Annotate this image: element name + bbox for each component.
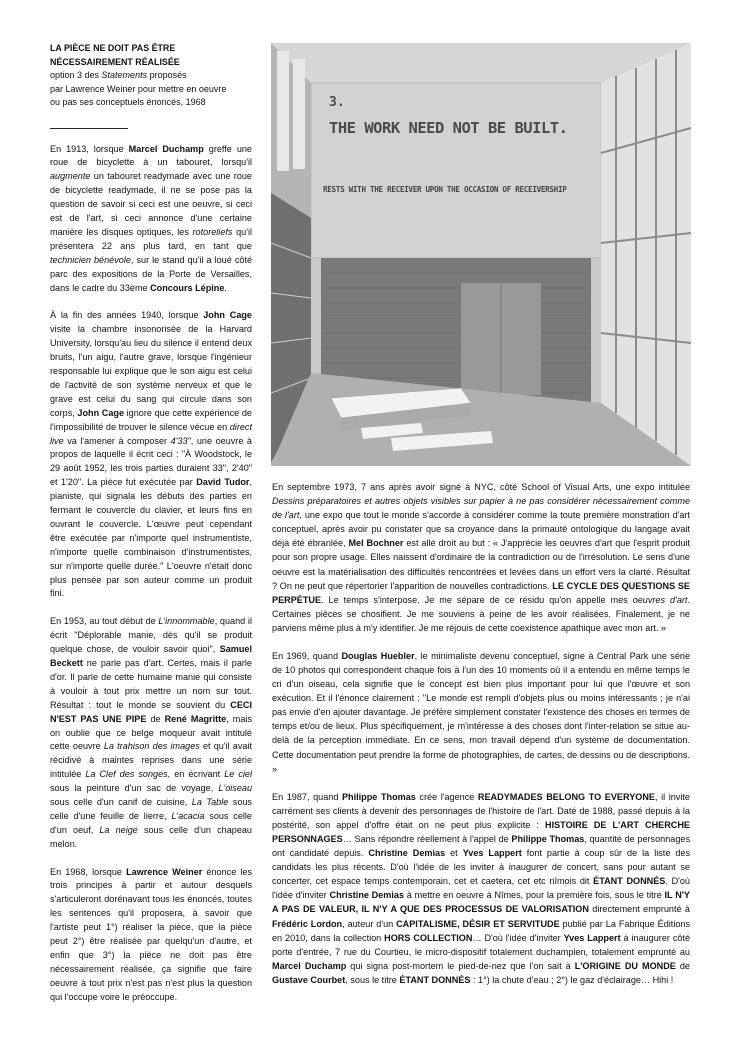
text-run: un tabouret readymade avec une roue de bicyclette readymade, il ne se pose pas la question de savoir si ceci est une oeuvre, si ceci est de l'art, si ceci annonce d'une certaine manière les disques optiques, les bbox=[50, 171, 252, 237]
text-run: En septembre 1973, 7 ans après avoir signé à NYC, côté School of Visual Arts, une expo intitulée bbox=[272, 482, 690, 492]
text-run: sous celle d'un chapeau melon. bbox=[50, 824, 252, 849]
bold-text: David Tudor bbox=[196, 477, 250, 488]
text-run: , pianiste, qui signala les débuts des parties en fermant le couvercle du clavier, et leurs fins en ouvrant le couvercle. L'œuvre peut cependant être exécutée par n'importe quel instrumentiste, n'importe quelle combinaison d'instrumentistes, sur n'importe quelle durée." L'oeuvre n'était donc plus pensée par son auteur comme un produit fini. bbox=[50, 477, 252, 599]
bold-text: Frédéric Lordon bbox=[272, 918, 343, 929]
bold-text: LE CYCLE DES QUESTIONS SE PERPÉTUE bbox=[272, 580, 690, 605]
bold-text: Samuel Beckett bbox=[50, 644, 252, 668]
italic-text: augmente bbox=[50, 171, 91, 182]
wall-number: 3. bbox=[329, 95, 345, 110]
bold-text: John Cage bbox=[77, 407, 125, 418]
italic-text: Le ciel bbox=[224, 769, 252, 780]
text-run: publié par La Fabrique Éditions en 2010, dans la collection bbox=[272, 918, 690, 943]
paragraph-beckett bbox=[50, 615, 252, 851]
text-run: de bbox=[675, 960, 690, 971]
text-run: En 1913, lorsque bbox=[50, 143, 129, 154]
italic-text: L'oiseau bbox=[218, 783, 252, 794]
text-run: , il invite carrément ses clients à devenir des personnages de l'histoire de l'art. Daté de 1988, passé depuis à la postérité, son appel d'offre était on ne peut plus explicite : bbox=[272, 791, 690, 830]
bold-text: Mel Bochner bbox=[348, 538, 404, 549]
text-run: . Le temps s'interpose. Je me sépare de ce résidu qu'on appelle mes bbox=[321, 594, 633, 605]
bold-text: ÉTANT DONNÉS bbox=[593, 876, 666, 887]
text-run: , quantité de personnages ont candidaté depuis. bbox=[272, 833, 690, 859]
text-run: sous la peinture d'un sac de voyage, bbox=[50, 783, 219, 794]
paragraph-duchamp bbox=[50, 143, 252, 296]
text-run: En 1987, quand bbox=[272, 791, 342, 802]
divider bbox=[50, 128, 128, 129]
text-run: . bbox=[224, 282, 227, 293]
text-run: visite la chambre insonorisée de la Harvard University, lorsqu'au lieu du silence il entend deux bruits, l'un aigu, l'autre grave, lorsque l'ingénieur responsable lui explique que le son aigu est celui de l'activité de son système nerveux et que le grave est celui du sang qui circule dans son corps, bbox=[50, 324, 252, 418]
bold-text: Marcel Duchamp bbox=[272, 960, 347, 971]
title-line-1: LA PIÈCE NE DOIT PAS ÊTRE bbox=[50, 43, 176, 53]
text-run: font partie à coup sûr de la liste des candidats les plus récents. D'où l'idée de les inviter à inaugurer de concert, sans pour autant se concerter, cet espace temps contemporain, cet et caetera, cet etc nîmois dit bbox=[272, 848, 691, 887]
text-run: . D'où l'idée d'inviter bbox=[272, 876, 690, 901]
text-run: En 1969, quand bbox=[272, 650, 342, 661]
subtitle-text: option 3 des bbox=[50, 70, 102, 80]
text-run: sous celle d'une feuille de lierre, bbox=[50, 797, 252, 821]
bold-text: Lawrence Weiner bbox=[126, 866, 203, 877]
text-run: de bbox=[146, 713, 165, 724]
text-run: ne parle pas d'art. Certes, mais il parle d'or. Il parle de cette humaine manie qui consiste à vouloir à tout prix mettre un nom sur tout. Résultat : tout le monde se souvient du bbox=[50, 658, 252, 710]
wall-subtitle: RESTS WITH THE RECEIVER UPON THE OCCASION OF RECEIVERSHIP bbox=[323, 185, 567, 194]
subtitle-text: proposés bbox=[147, 70, 187, 80]
text-run: … Sans répondre réellement à l'appel de bbox=[342, 833, 512, 844]
text-run: , sur le stand qu'il a loué côté parc des expositions de la Porte de Versailles, dans le cadre du 33ème bbox=[50, 254, 253, 293]
subtitle-line-3: ou pas ses conceptuels énoncés, 1968 bbox=[50, 97, 206, 107]
text-run: En 1953, au tout début de bbox=[50, 616, 159, 627]
text-run: , quand il écrit "Déplorable manie, dès qu'il se produit quelque chose, de vouloir savoir quoi", bbox=[50, 616, 252, 655]
italic-text: L'acacia bbox=[171, 810, 205, 821]
text-run: sous celle d'un canif de cuisine, bbox=[50, 797, 192, 808]
paragraph-thomas bbox=[272, 790, 690, 987]
bold-text: HISTOIRE DE L'ART CHERCHE PERSONNAGES bbox=[272, 819, 690, 844]
paragraph-huebler bbox=[272, 649, 690, 776]
italic-text: La Clef des songes bbox=[85, 769, 168, 780]
bold-text: IL N'Y A PAS DE VALEUR, IL N'Y A QUE DES PROCESSUS DE VALORISATION bbox=[272, 890, 690, 915]
italic-text: 4'33" bbox=[170, 435, 191, 446]
text-run: greffe une roue de bicyclette à un tabouret, lorsqu'il bbox=[50, 143, 252, 168]
italic-text: Dessins préparatoires et autres objets visibles sur papier à ne pas considérer nécessairement comme de l'art bbox=[272, 496, 690, 521]
text-run: … D'où l'idée d'inviter bbox=[472, 932, 564, 943]
subtitle-line-1 bbox=[50, 69, 252, 83]
text-run: À la fin des années 1940, lorsque bbox=[50, 310, 204, 321]
bold-text: Yves Lappert bbox=[563, 932, 621, 943]
paragraph-weiner bbox=[50, 866, 252, 1005]
text-run: . Certaines pièces se chosifient. Je me souviens à peine de les avoir réalisées. Finalement, je ne parviens même plus à m'y identifier. Je me réjouis de cette coexistence apathique avec mon art. » bbox=[272, 594, 690, 633]
text-run: ignore que cette expérience de l'impossibilité de trouver le silence vécue en bbox=[50, 407, 252, 432]
bold-text: Christine Demias bbox=[329, 890, 405, 901]
text-run: , sous le titre bbox=[345, 974, 400, 985]
italic-text: direct live bbox=[50, 421, 252, 446]
subtitle-line-2: par Lawrence Weiner pour mettre en oeuvre bbox=[50, 83, 227, 94]
text-run: , auteur d'un bbox=[342, 918, 397, 929]
exhibition-photo bbox=[271, 43, 691, 466]
italic-text: technicien bénévole bbox=[50, 254, 131, 265]
bold-text: Philippe Thomas bbox=[511, 833, 585, 844]
bold-text: CAPITALISME, DÉSIR ET SERVITUDE bbox=[396, 918, 560, 929]
text-run: va l'amener à composer bbox=[63, 435, 171, 446]
text-run: et bbox=[445, 848, 463, 859]
article-subtitle bbox=[50, 69, 252, 110]
text-run: qu'il présentera 22 ans plus tard, en tant que bbox=[50, 226, 252, 251]
bold-text: Christine Demias bbox=[368, 848, 446, 859]
text-run: est allé droit au but : « J'apprécie les oeuvres d'art que l'esprit produit pour son propre usage. Elles naissent d'ordinaire de la contradiction ou de l'irrésolution. Le sens d'une oeuvre est la matérialisation des difficultés rencontrées et levées dans un effort vers la clarté. Résultat ? On ne peut que répertorier l'apparition de nouvelles contradictions. bbox=[272, 538, 690, 591]
bold-text: Gustave Courbet bbox=[272, 974, 346, 985]
italic-text: L'innommable bbox=[158, 616, 215, 627]
text-run: , une oeuvre à propos de laquelle il écrit ceci : "À Woodstock, le 29 août 1952, les trois parties duraient 33", 2'40" et 1'20". La pièce fut exécutée par bbox=[50, 435, 252, 488]
paragraph-bochner bbox=[272, 480, 690, 635]
text-run: En 1968, lorsque bbox=[50, 866, 127, 877]
text-run: , mais on oublie que ce belge moqueur avait intitulé cette oeuvre bbox=[50, 713, 252, 752]
italic-text: rotoreliefs bbox=[192, 226, 233, 237]
bold-text: READYMADES BELONG TO EVERYONE bbox=[477, 791, 655, 802]
italic-text: La neige bbox=[99, 824, 138, 835]
text-run: , une expo que tout le monde s'accorde à considérer comme la toute première monstration d'art conceptuel, après avoir pu constater que sa croyance dans la primauté ontologique du langage avait déjà été ébranlée, bbox=[272, 510, 691, 549]
subtitle-emphasis: Statements bbox=[101, 70, 148, 80]
bold-text: HORS COLLECTION bbox=[384, 932, 473, 943]
text-run: à mettre en oeuvre à Nîmes, pour la première fois, sous le titre bbox=[404, 890, 665, 901]
bold-text: Philippe Thomas bbox=[341, 791, 416, 802]
bold-text: Douglas Huebler bbox=[341, 650, 415, 661]
right-column bbox=[272, 480, 690, 1001]
text-run: directement emprunté à bbox=[588, 904, 690, 915]
text-run: et qu'il avait récidivé à maintes reprises dans une série intitulée bbox=[50, 741, 252, 780]
bold-text: Concours Lépine bbox=[150, 282, 225, 293]
article-title bbox=[50, 42, 252, 69]
text-run: , en écrivant bbox=[167, 769, 225, 780]
bold-text: ÉTANT DONNÉS bbox=[399, 974, 471, 985]
text-run: à inaugurer côté porte d'entrée, 7 rue du Courtieu, le micro-dispositif totalement duchampien, totalement emprunté au bbox=[272, 932, 691, 957]
text-run: qui signa post-mortem le pied-de-nez que l'on sait à bbox=[346, 960, 575, 971]
text-run: , le minimaliste devenu conceptuel, signe à Central Park une série de 10 photos qui correspondent chaque fois à l'un des 10 moments où il a entendu en même temps le cri d'un oiseau, cela signifie que le concept est bien plus important pour lui que l'œuvre et son exécution. Et il l'énonce clairement : "Le monde est rempli d'objets plus ou moins intéressants ; je n'ai pas envie d'en ajouter davantage. Je préfère simplement constater l'existence des choses en termes de temps et/ou de lieux. Plus spécifiquement, je m'intéresse à des choses dont l'inter-relation se situe au-delà de la perception immédiate. En ce sens, mon travail dépend d'un système de documentation. Cette documentation peut prendre la forme de photographies, de cartes, de dessins ou de descriptions. » bbox=[272, 650, 691, 774]
italic-text: La trahison des images bbox=[103, 741, 200, 752]
paragraph-cage bbox=[50, 309, 252, 601]
bold-text: René Magritte bbox=[164, 713, 227, 724]
bold-text: John Cage bbox=[203, 310, 252, 321]
italic-text: oeuvres d'art bbox=[632, 594, 688, 605]
bold-text: L'ORIGINE DU MONDE bbox=[574, 960, 676, 971]
bold-text: Marcel Duchamp bbox=[128, 143, 204, 154]
text-run: énonce les trois principes à partir et autour desquels s'articuleront dorénavant tous les énoncés, toutes les sentences qu'il proposera, à savoir que l'artiste peut 1°) réaliser la pièce, que la pièce peut 2°) être réalisée par quelqu'un d'autre, et enfin que 3°) la pièce ne doit pas être nécessairement réalisée, ça signifie que faire oeuvre à tout prix n'est pas n'est plus la question qui l'occupe voire le préoccupe. bbox=[50, 866, 252, 1002]
wall-title: THE WORK NEED NOT BE BUILT. bbox=[329, 119, 568, 137]
text-run: sous celle d'un oeuf, bbox=[50, 810, 252, 835]
left-column bbox=[50, 42, 252, 1019]
italic-text: La Table bbox=[191, 797, 229, 808]
title-line-2: NÉCESSAIREMENT RÉALISÉE bbox=[50, 56, 180, 67]
text-run: : 1°) la chute d'eau ; 2°) le gaz d'éclairage… Hihi ! bbox=[470, 974, 674, 985]
bold-text: CECI N'EST PAS UNE PIPE bbox=[50, 699, 252, 724]
text-run: crée l'agence bbox=[415, 791, 478, 802]
bold-text: Yves Lappert bbox=[462, 848, 522, 859]
